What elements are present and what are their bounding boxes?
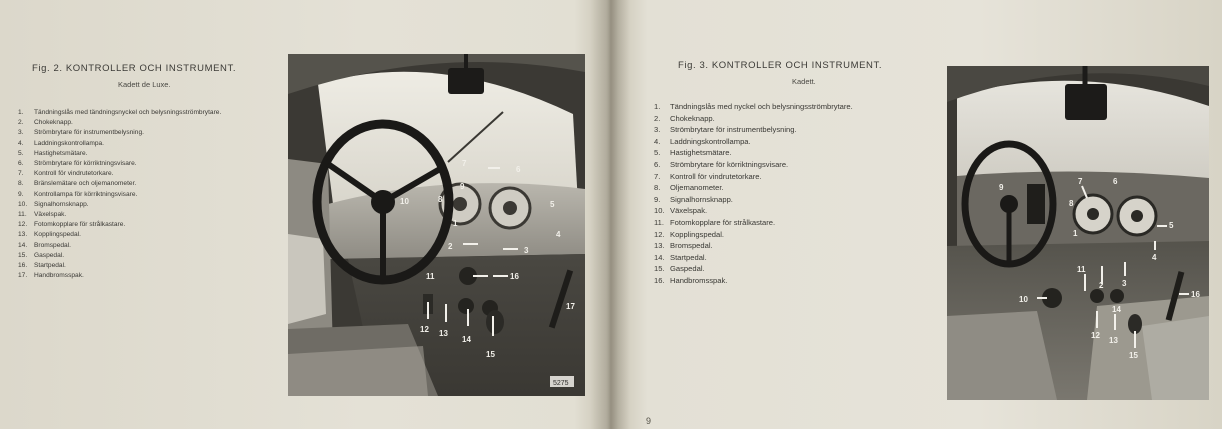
list-item: 4. Laddningskontrollampa. [18,139,105,147]
photo-label: 10 [1019,295,1028,304]
list-item: 16. Startpedal. [18,262,66,270]
list-item: 15. Gaspedal. [654,264,705,274]
list-item: 6. Strömbrytare för körriktningsvisare. [18,160,137,168]
list-item: 14. Bromspedal. [18,241,72,249]
photo-label: 6 [516,165,521,174]
photo-label: 14 [1112,305,1121,314]
photo-label: 2 [1099,281,1104,290]
list-item: 3. Strömbrytare för instrumentbelysning. [654,125,797,135]
left-page [0,0,608,429]
photo-label: 1 [453,219,458,228]
figure-title: Fig. 3. KONTROLLER OCH INSTRUMENT. [678,60,883,71]
dashboard-photo-kadett [947,66,1209,400]
photo-label: 2 [448,242,453,251]
photo-label: 3 [524,246,529,255]
photo-label: 11 [1077,265,1086,274]
photo-label: 11 [426,272,435,281]
photo-label: 15 [1129,351,1138,360]
photo-label: 9 [999,183,1004,192]
dashboard-photo-kadett-de-luxe [288,54,585,396]
photo-label: 3 [1122,279,1127,288]
photo-label: 5 [1169,221,1174,230]
controls-legend [654,101,853,287]
photo-label: 15 [486,350,495,359]
photo-label: 16 [1191,290,1200,299]
figure-title: Fig. 2. KONTROLLER OCH INSTRUMENT. [32,63,237,74]
photo-label: 12 [1091,331,1100,340]
photo-label: 10 [400,197,409,206]
photo-label: 7 [462,159,467,168]
page-number: 9 [646,416,652,426]
list-item: 2. Chokeknapp. [654,113,715,123]
photo-label: 17 [566,302,575,311]
list-item: 11. Fotomkopplare för strålkastare. [654,217,776,227]
list-item: 5. Hastighetsmätare. [654,148,732,158]
photo-label: 12 [420,325,429,334]
list-item: 9. Kontrollampa för körriktningsvisare. [18,190,138,198]
list-item: 4. Laddningskontrollampa. [654,136,751,146]
list-item: 9. Signalhornsknapp. [654,194,733,204]
photo-label: 9 [460,182,465,191]
list-item: 1. Tändningslås med nyckel och belysningsströmbrytare. [654,102,853,111]
list-item: 1. Tändningslås med tändningsnyckel och belysningsströmbrytare. [18,109,222,116]
list-item: 8. Bränslemätare och oljemanometer. [18,180,137,188]
photo-stamp: 5275 [553,380,569,387]
list-item: 12. Fotomkopplare för strålkastare. [18,221,126,229]
list-item: 12. Kopplingspedal. [654,229,725,239]
photo-label: 8 [1069,199,1074,208]
figure-subtitle: Kadett de Luxe. [118,80,171,89]
photo-label: 16 [510,272,519,281]
list-item: 15. Gaspedal. [18,251,65,259]
list-item: 8. Oljemanometer. [654,183,724,193]
controls-legend [18,108,221,281]
photo-label: 4 [1152,253,1157,262]
photo-label: 14 [462,335,471,344]
list-item: 7. Kontroll för vindrutetorkare. [18,170,114,178]
photo-label: 5 [550,200,555,209]
photo-label: 1 [1073,229,1078,238]
photo-label: 7 [1078,177,1083,186]
list-item: 13. Kopplingspedal. [18,231,81,239]
list-item: 10. Växelspak. [654,206,708,216]
list-item: 11. Växelspak. [18,211,67,219]
photo-label: 4 [556,230,561,239]
photo-label: 13 [1109,336,1118,345]
photo-label: 8 [438,195,443,204]
photo-label: 6 [1113,177,1118,186]
list-item: 13. Bromspedal. [654,241,713,251]
list-item: 16. Handbromsspak. [654,275,728,285]
photo-label: 13 [439,329,448,338]
figure-subtitle: Kadett. [792,77,816,86]
list-item: 5. Hastighetsmätare. [18,149,88,157]
list-item: 2. Chokeknapp. [18,119,73,127]
list-item: 3. Strömbrytare för instrumentbelysning. [18,129,144,137]
list-item: 14. Startpedal. [654,252,707,262]
list-item: 17. Handbromsspak. [18,272,84,280]
list-item: 7. Kontroll för vindrutetorkare. [654,171,762,181]
list-item: 10. Signalhornsknapp. [18,200,89,208]
list-item: 6. Strömbrytare för körriktningsvisare. [654,159,789,169]
right-page [612,0,1222,429]
